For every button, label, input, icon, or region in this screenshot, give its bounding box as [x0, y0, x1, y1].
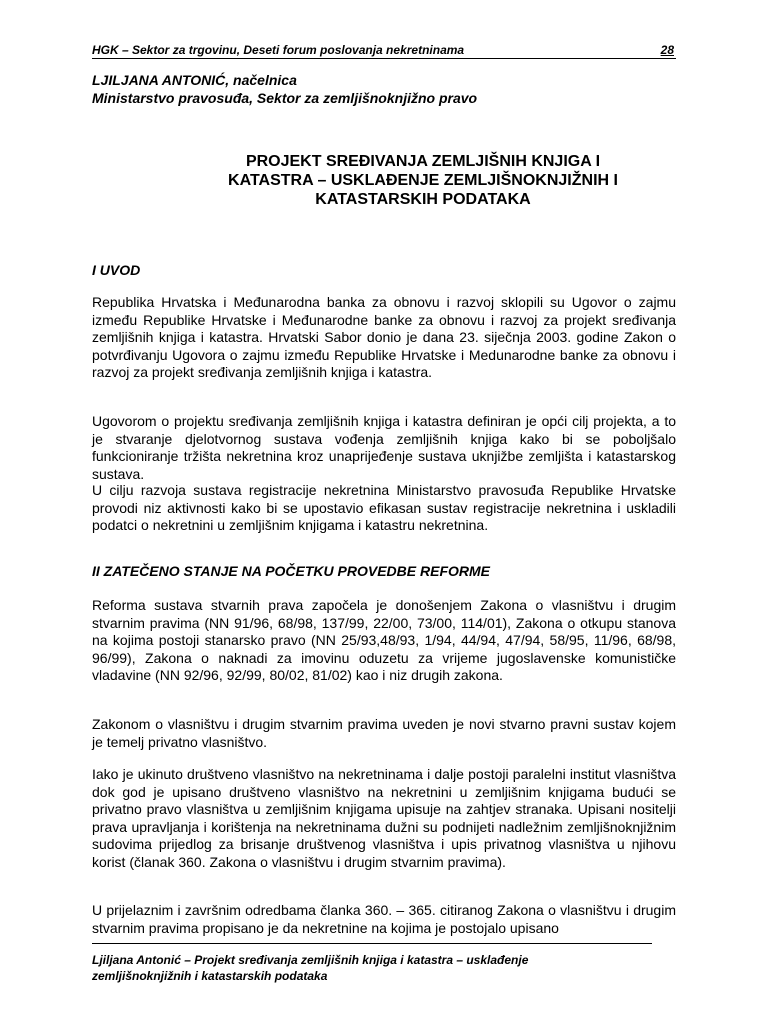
footer-rule — [92, 943, 652, 944]
document-title — [180, 152, 666, 209]
paragraph-7: U prijelaznim i završnim odredbama članka 360. – 365. citiranog Zakona o vlasništvu i drugim stvarnim pravima propisano je da nekretnine na kojima je postojalo upisano — [92, 902, 676, 936]
header-title: HGK – Sektor za trgovinu, Deseti forum poslovanja nekretninama — [92, 43, 465, 57]
running-footer — [92, 952, 528, 984]
paragraph-2: Ugovorom o projektu sređivanja zemljišnih knjiga i katastra definiran je opći cilj projekta, a to je stvaranje djelotvornog sustava vođenja zemljišnih knjiga kako bi se poboljšalo funkcioniranje tržišta nekretnina kroz unaprijeđenje sustava uknjižbe zemljišta i katastarskog sustava. — [92, 413, 676, 482]
paragraph-1: Republika Hrvatska i Međunarodna banka za obnovu i razvoj sklopili su Ugovor o zajmu između Republike Hrvatske i Međunarodne banke za obnovu i razvoj za projekt sređivanja zemljišnih knjiga i katastra. Hrvatski Sabor donio je dana 23. siječnja 2003. godine Zakon o potvrđivanju Ugovora o zajmu između Republike Hrvatske i Medunarodne banke za obnovu i razvoj za projekt sređivanja zemljišnih knjiga i katastra. — [92, 294, 676, 380]
paragraph-4: Reforma sustava stvarnih prava započela je donošenjem Zakona o vlasništvu i drugim stvarnim pravima (NN 91/96, 68/98, 137/99, 22/00, 73/00, 114/01), Zakona o otkupu stanova na kojima postoji stanarsko pravo (NN 25/93,48/93, 1/94, 44/94, 47/94, 58/95, 11/96, 68/98, 96/99), Zakona o naknadi za imovinu oduzetu za vrijeme jugoslavenske komunističke vladavine (NN 92/96, 92/99, 80/02, 81/02) kao i niz drugih zakona. — [92, 597, 676, 683]
author-name: LJILJANA ANTONIĆ, načelnica — [92, 72, 297, 88]
page-number: 28 — [660, 43, 674, 57]
title-line-2: KATASTRA – USKLAĐENJE ZEMLJIŠNOKNJIŽNIH I — [228, 172, 618, 189]
paragraph-6: Iako je ukinuto društveno vlasništvo na nekretninama i dalje postoji paralelni institut vlasništva dok god je upisano društveno vlasništvo na nekretnini u zemljišnim knjigama budući se privatno pravo vlasništva u zemljišnim knjigama upisuje na zahtjev stranaka. Upisani nositelji prava upravljanja i korištenja na nekretninama dužni su podnijeti nadležnim zemljišnoknjižnim sudovima prijedlog za brisanje društvenog vlasništva i upis privatnog vlasništva u njihovu korist (članak 360. Zakona o vlasništvu i drugim stvarnim pravima). — [92, 766, 676, 870]
author-block — [92, 71, 477, 107]
section-heading-2: II ZATEČENO STANJE NA POČETKU PROVEDBE REFORME — [92, 563, 490, 579]
title-line-1: PROJEKT SREĐIVANJA ZEMLJIŠNIH KNJIGA I — [245, 153, 601, 170]
footer-line-2: zemljišnoknjižnih i katastarskih podataka — [92, 969, 328, 983]
title-line-3: KATASTARSKIH PODATAKA — [315, 191, 531, 208]
section-heading-1: I UVOD — [92, 262, 141, 278]
paragraph-3: U cilju razvoja sustava registracije nekretnina Ministarstvo pravosuđa Republike Hrvatske provodi niz aktivnosti kako bi se upostavio efikasan sustav registracije nekretnina i uskladili podatci o nekretnini u zemljišnim knjigama i katastru nekretnina. — [92, 482, 676, 533]
paragraph-5: Zakonom o vlasništvu i drugim stvarnim pravima uveden je novi stvarno pravni sustav kojem je temelj privatno vlasništvo. — [92, 716, 676, 750]
footer-line-1: Ljiljana Antonić – Projekt sređivanja zemljišnih knjiga i katastra – usklađenje — [92, 953, 529, 967]
running-header — [92, 42, 676, 59]
author-affiliation: Ministarstvo pravosuđa, Sektor za zemljišnoknjižno pravo — [92, 90, 478, 106]
